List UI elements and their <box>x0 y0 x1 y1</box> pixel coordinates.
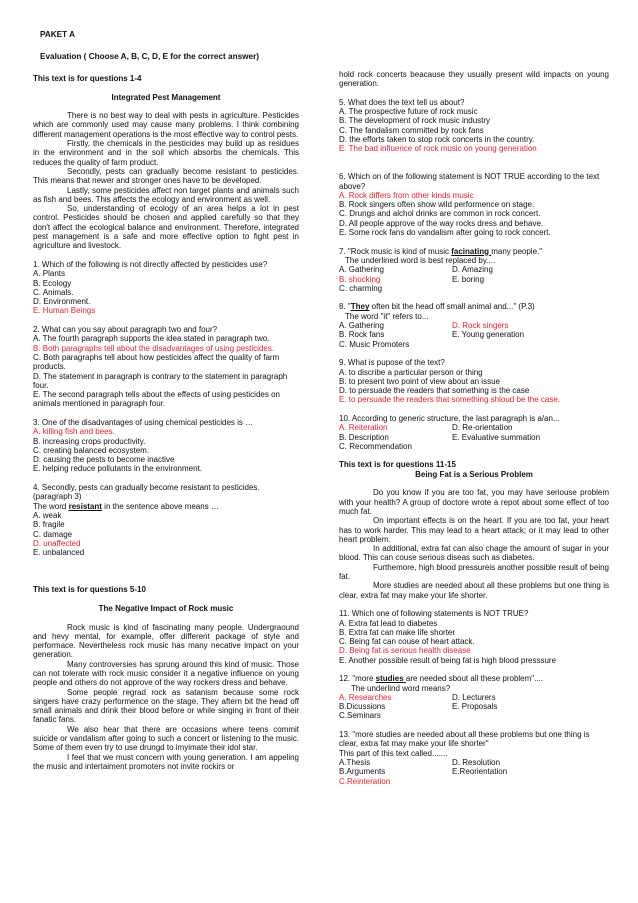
text-fragment: in the sentence above means … <box>101 501 219 511</box>
option: B.Dicussions <box>339 702 386 712</box>
option: C. Animals. <box>33 287 74 297</box>
option: C. Both paragraphs tell about how pesticides affect the quality of farm products. <box>33 352 280 372</box>
option: D. Resolution <box>452 757 501 767</box>
question: 3. One of the disadvantages of using chemical pesticides is … <box>33 417 254 427</box>
text-fragment: 7. "Rock music is kind of music <box>339 246 452 256</box>
text-fragment: often bit the head off small animal and..." (P.3) <box>369 302 535 312</box>
option: D. Amazing <box>452 265 493 275</box>
option: E. The second paragraph tells about the effects of using pesticides on animals mentioned in paragraph four. <box>33 390 280 409</box>
paragraph: Rock music is kind of fascinating many people. Undergraound and hevy mental, for example, offer different package of style and performace. Nevertheless rock music has many necative impact on your generation. <box>33 622 299 660</box>
option: B. to present two point of view about an issue <box>339 376 500 386</box>
question: 5. What does the text tell us about? <box>339 97 465 107</box>
paragraph: On important effects is on the heart. If you are too fat, your heart has to work harder. This may lead to a heart attack; or it may lead to other heart problem. <box>339 516 609 544</box>
right-column <box>339 70 609 786</box>
option: C. creating balanced ecosystem. <box>33 445 150 455</box>
option: E.Reorientation <box>452 767 508 777</box>
paragraph: Some people regrad rock as satanism because some rock singers have crazy performence on the stage. They aftern bit the head off small animals and drink their blood before or while singing in front of their fanatic fans. <box>33 687 299 725</box>
underlined-word: studies <box>375 674 406 684</box>
correct-option: B. shocking <box>339 274 381 284</box>
option: E. Young generation <box>452 330 525 340</box>
option-row <box>339 321 609 330</box>
option-row <box>339 702 609 711</box>
question-line <box>339 674 609 683</box>
paragraph: We also hear that there are occasions where teens commit suicide or vandalism after going to such a concert or listening to the music. Some of them even try to use drungd to imyimate their idol star. <box>33 724 299 753</box>
underlined-word: resistant <box>68 501 102 511</box>
option: A. Plants <box>33 269 66 279</box>
correct-option: D. unaffected <box>33 538 81 548</box>
option: D. to persuade the readers that something is the case <box>339 386 530 396</box>
section-title: This text is for questions 5-10 <box>33 585 146 595</box>
option-row <box>339 265 609 274</box>
option: C. Being fat can couse of heart attack. <box>339 637 475 647</box>
question-line <box>339 302 609 311</box>
text-fragment: many people." <box>491 246 543 256</box>
option: A.Thesis <box>339 757 371 767</box>
option-row <box>339 767 609 776</box>
option: D. causing the pests to become inactive <box>33 455 175 465</box>
option: E. Proposals <box>452 702 498 712</box>
paragraph: I feel that we must concern with young generation. I am appeling the music and intertaiment promoters not invite rockirs or <box>33 752 299 771</box>
option: C. Recommendation <box>339 441 412 451</box>
option: C. Drungs and alchol drinks are common in rock concert. <box>339 209 541 219</box>
option: C. charming <box>339 283 383 293</box>
option: D. Lecturers <box>452 692 496 702</box>
option: E. Evaluative summation <box>452 432 541 442</box>
option: A. Gathering <box>339 265 384 275</box>
correct-option: D. Rock singers <box>452 321 509 331</box>
correct-option: C.Reinteration <box>339 776 391 786</box>
question: 6. Which on of the following statement is NOT TRUE according to the text above? <box>339 172 600 191</box>
paragraph: Lastly, some pesticides affect non target plants and animals such as fish and bees. This affects the ecology and environment as well. <box>33 185 299 204</box>
correct-option: A. Researches <box>339 692 392 702</box>
option: A. Extra fat lead to diabetes <box>339 618 438 628</box>
instruction-line: Evaluation ( Choose A, B, C, D, E for the correct answer) <box>40 52 259 61</box>
question-line: The word "it" refers to... <box>345 311 429 321</box>
paragraph: So, understanding of ecology of an area helps a lot in pest control. Pesticides should be chosen and applied carefully so that they don't affect the ecological balance and environment. Therefore, integrated pest management is a safe and more effective option to fight pest in agriculture and livestock. <box>33 204 299 251</box>
paragraph: There is no best way to deal with pests in agriculture. Pesticides which are commonly used may cause many problems. I think combining different management operations is the most effective way to control pests. <box>33 111 299 139</box>
paragraph-continued: hold rock concerts beacause they usually present wild impacts on young generation. <box>339 70 609 89</box>
option: C.Seminars <box>339 711 381 721</box>
option: A. The prospective future of rock music <box>339 107 478 117</box>
option: E. helping reduce pollutants in the environment. <box>33 464 202 474</box>
option: B. Rock singers often show wild performence on stage. <box>339 200 535 210</box>
option-row <box>339 330 609 339</box>
option-row <box>339 275 609 284</box>
option: E. unbalanced <box>33 548 85 558</box>
option: A. to discribe a particular person or thing <box>339 367 483 377</box>
paragraph: Furthemore, high blood pressureis another possible result of being fat. <box>339 562 609 582</box>
question-line <box>339 247 609 256</box>
correct-option: E. The bad influence of rock music on young generation <box>339 144 537 154</box>
packet-label: PAKET A <box>40 30 76 39</box>
question-line: This part of this text called....... <box>339 748 448 758</box>
text-fragment: 12. "more <box>339 674 376 684</box>
question-line: The underlined word is best replaced by.... <box>345 255 496 265</box>
option: A. weak <box>33 510 62 520</box>
option: B. Description <box>339 432 389 442</box>
paragraph: More studies are needed about all these problems but one thing is clear, extra fat may make your life shorter. <box>339 581 609 600</box>
correct-option: D. Being fat is serious health disease <box>339 646 471 656</box>
underlined-word: They <box>350 302 370 312</box>
option: A. Gathering <box>339 321 384 331</box>
correct-option: A. Reiteration <box>339 423 388 433</box>
question: 2. What can you say about paragraph two and four? <box>33 325 218 335</box>
option: E. boring <box>452 274 485 284</box>
option: C. Music Promoters <box>339 339 410 349</box>
section-title: This text is for questions 1-4 <box>33 74 142 83</box>
option: B. Rock fans <box>339 330 385 340</box>
option: B. fragile <box>33 520 65 530</box>
question: 1. Which of the following is not directly affected by pesticides use? <box>33 259 268 269</box>
option: B.Arguments <box>339 767 386 777</box>
question: 9. What is pupose of the text? <box>339 358 445 368</box>
correct-option: A. killing fish and bees. <box>33 427 115 437</box>
text-title: Being Fat is a Serious Problem <box>415 469 533 479</box>
option: D. All people approve of the way rocks dress and behave. <box>339 218 544 228</box>
question-line <box>33 502 299 511</box>
correct-option: E. to persuade the readers that something shloud be the case. <box>339 395 561 405</box>
option: B. Ecology <box>33 278 72 288</box>
option: A. The fourth paragraph supports the idea stated in paragraph two. <box>33 334 270 344</box>
paragraph: Do you know if you are too fat, you may have seriouse problem with your health? A group of doctore wrote a repot about some effect of too much fat. <box>339 488 609 516</box>
option-row <box>339 433 609 442</box>
paragraph: Many controversies has sprung around this kind of music. Those can not tolerate with rock music consider it a negative influence on young people and others do not approve of the way rockers dress and behave. <box>33 659 299 688</box>
option: B. The development of rock music industry <box>339 116 491 126</box>
option: B. Extra fat can make life shorter <box>339 627 456 637</box>
option: D. The statement in paragraph is contrary to the statement in paragraph four. <box>33 371 288 390</box>
question-ref: (paragraph 3) <box>33 492 82 502</box>
option: C. damage <box>33 529 73 539</box>
option: D. Re-orientation <box>452 423 513 433</box>
option-row <box>339 758 609 767</box>
question: 13. "more studies are needed about all these problems but one thing is clear, extra fat may make your life shorter" <box>339 730 590 749</box>
left-column <box>33 74 299 771</box>
option: E. Another possible result of being fat is high blood presssure <box>339 655 557 665</box>
option: D. the efforts taken to stop rock concerts in the country. <box>339 135 535 145</box>
text-title: Integrated Pest Management <box>111 92 221 102</box>
option: E. Some rock fans do vandalism after going to rock concert. <box>339 228 551 238</box>
text-fragment: 8. " <box>339 302 351 312</box>
question-line: The underlind word means? <box>351 683 451 693</box>
text-fragment: The word <box>33 501 69 511</box>
option: C. The fandalism committed by rock fans <box>339 125 484 135</box>
section-title: This text is for questions 11-15 <box>339 460 456 470</box>
paragraph: Secondly, pests can gradually become resistant to pesticides. This means that newer and stronger ones have to be developed. <box>33 166 299 186</box>
underlined-word: facinating <box>451 246 492 256</box>
text-title: The Negative Impact of Rock music <box>98 603 234 613</box>
paragraph: In additional, extra fat can also chage the amount of sugar in your blood. This can couse serious diseas such as diabetes. <box>339 544 609 563</box>
correct-option: A. Rock differs from other kinds music <box>339 190 474 200</box>
option: D. Environment. <box>33 297 91 307</box>
option-row <box>339 693 609 702</box>
question: 4. Secondly, pests can gradually become resistant to pesticides. <box>33 483 260 493</box>
paragraph: Firstly, the chemicals in the pesticides may build up as residues in the environment and in the soil which absorbs the chemicals. This reduces the quality of farm product. <box>33 139 299 167</box>
option-row <box>339 423 609 432</box>
correct-option: B. Both paragraphs tell about the disadvantages of using pesticides. <box>33 343 275 353</box>
correct-option: E. Human Beings <box>33 306 96 316</box>
question: 10. According to generic structure, the last paragraph is a/an... <box>339 413 560 423</box>
option: B. increasing crops productivity. <box>33 436 146 446</box>
text-fragment: are needed sbout all these problem".... <box>405 674 544 684</box>
question: 11. Which one of following statements is NOT TRUE? <box>339 609 529 619</box>
